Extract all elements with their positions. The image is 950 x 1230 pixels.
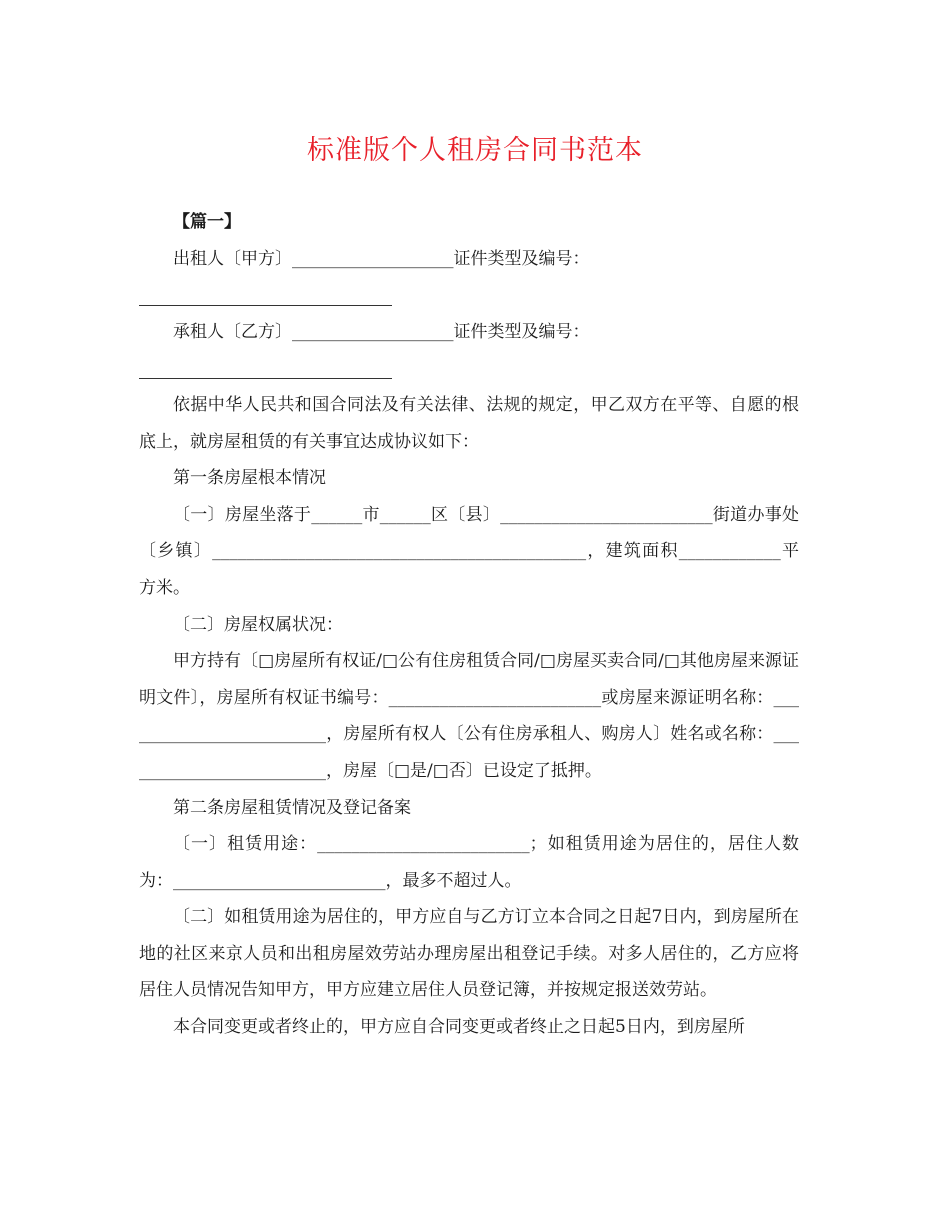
article2-title: 第二条房屋租赁情况及登记备案 [173,797,411,818]
lessor-line: 出租人〔甲方〕___________________证件类型及编号： [173,248,590,269]
article1-item2-body: 甲方持有〔□房屋所有权证/□公有住房租赁合同/□房屋买卖合同/□其他房屋来源证明文件〕，房屋所有权证书编号：_________________________或房屋来源证明名称：_________________________，房屋所有权人〔公有住房承租人、购房人〕姓名或名称：_________________________，房屋〔□是/□否〕已设定了抵押。 [139,651,799,781]
article1-item1: 〔一〕房屋坐落于______市______区〔县〕_________________________街道办事处〔乡镇〕____________________________________________，建筑面积____________平方米。 [139,504,799,598]
article2-paragraph3: 本合同变更或者终止的，甲方应自合同变更或者终止之日起5日内，到房屋所 [173,1017,745,1038]
document-title: 标准版个人租房合同书范本 [307,135,643,166]
intro-paragraph: 依据中华人民共和国合同法及有关法律、法规的规定，甲乙双方在平等、自愿的根底上，就房屋租赁的有关事宜达成协议如下： [139,394,799,452]
article1-title: 第一条房屋根本情况 [173,468,326,489]
document-body [139,204,799,1046]
lessee-line: 承租人〔乙方〕___________________证件类型及编号： [173,321,590,342]
lessee-id-blank-line [139,350,392,387]
section-label: 【篇一】 [173,212,241,232]
article1-item2-title: 〔二〕房屋权属状况： [173,614,343,635]
article2-item2: 〔二〕如租赁用途为居住的，甲方应自与乙方订立本合同之日起7日内，到房屋所在地的社区来京人员和出租房屋效劳站办理房屋出租登记手续。对多人居住的，乙方应将居住人员情况告知甲方，甲方应建立居住人员登记簿，并按规定报送效劳站。 [139,907,799,1001]
lessor-id-blank-line [139,277,392,314]
article2-item1: 〔一〕租赁用途：_________________________；如租赁用途为居住的，居住人数为：_________________________，最多不超过人。 [139,834,799,891]
